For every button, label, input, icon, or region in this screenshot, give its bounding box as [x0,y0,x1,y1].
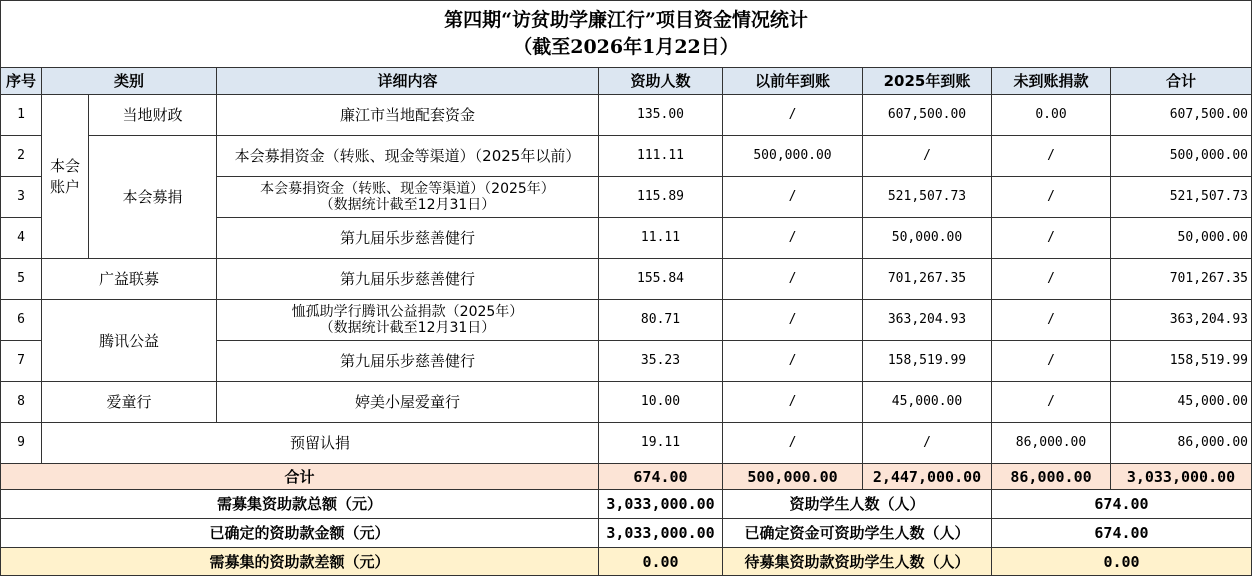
row-9-prev-years: / [723,423,862,463]
summary-gap-value: 0.00 [599,548,722,575]
totals-total: 3,033,000.00 [1111,464,1251,489]
summary-confirmed-students-label: 已确定资金可资助学生人数（人） [723,519,991,547]
row-7-people: 35.23 [599,341,722,381]
title-block [1,1,1251,67]
row-2-prev-years: 500,000.00 [723,136,862,176]
row-1-detail: 廉江市当地配套资金 [217,95,598,135]
row-8-pending: / [992,382,1110,422]
totals-pending: 86,000.00 [992,464,1110,489]
row-7-detail: 第九届乐步慈善健行 [217,341,598,381]
row-8-detail: 婷美小屋爱童行 [217,382,598,422]
row-9-people: 19.11 [599,423,722,463]
header-2025: 2025年到账 [863,68,991,94]
row-5-people: 155.84 [599,259,722,299]
row-6-total: 363,204.93 [1111,300,1251,340]
category-aitongxing: 爱童行 [42,382,216,422]
row-9-total: 86,000.00 [1111,423,1251,463]
totals-2025: 2,447,000.00 [863,464,991,489]
row-3-prev-years: / [723,177,862,217]
row-7-pending: / [992,341,1110,381]
summary-students-label: 资助学生人数（人） [723,490,991,518]
row-8-2025: 45,000.00 [863,382,991,422]
row-4-2025: 50,000.00 [863,218,991,258]
summary-confirmed-label: 已确定的资助款金额（元） [1,519,598,547]
row-3-pending: / [992,177,1110,217]
row-2-total: 500,000.00 [1111,136,1251,176]
row-9-pending: 86,000.00 [992,423,1110,463]
totals-prev-years: 500,000.00 [723,464,862,489]
row-6-pending: / [992,300,1110,340]
summary-students-value: 674.00 [992,490,1251,518]
category-tencent: 腾讯公益 [42,300,216,381]
summary-pending-students-value: 0.00 [992,548,1251,575]
row-3-2025: 521,507.73 [863,177,991,217]
row-9-seq: 9 [1,423,41,463]
row-6-people: 80.71 [599,300,722,340]
row-1-prev-years: / [723,95,862,135]
totals-label: 合计 [1,464,598,489]
header-total: 合计 [1111,68,1251,94]
row-4-seq: 4 [1,218,41,258]
row-2-2025: / [863,136,991,176]
summary-required-total-label: 需募集资助款总额（元） [1,490,598,518]
row-3-detail [217,177,598,217]
row-4-pending: / [992,218,1110,258]
category-own-account [42,95,88,258]
header-detail: 详细内容 [217,68,598,94]
row-5-seq: 5 [1,259,41,299]
row-5-prev-years: / [723,259,862,299]
header-pending: 未到账捐款 [992,68,1110,94]
row-3-people: 115.89 [599,177,722,217]
row-1-seq: 1 [1,95,41,135]
row-6-prev-years: / [723,300,862,340]
row-4-prev-years: / [723,218,862,258]
category-reserved: 预留认捐 [42,423,598,463]
row-5-total: 701,267.35 [1111,259,1251,299]
row-1-pending: 0.00 [992,95,1110,135]
row-2-seq: 2 [1,136,41,176]
category-own-account-line-2: 账户 [49,177,80,196]
row-1-total: 607,500.00 [1111,95,1251,135]
row-5-detail: 第九届乐步慈善健行 [217,259,598,299]
row-9-2025: / [863,423,991,463]
row-8-people: 10.00 [599,382,722,422]
summary-required-total-value: 3,033,000.00 [599,490,722,518]
category-own-fundraising: 本会募捐 [89,136,216,258]
summary-confirmed-value: 3,033,000.00 [599,519,722,547]
row-6-detail [217,300,598,340]
row-7-prev-years: / [723,341,862,381]
row-1-2025: 607,500.00 [863,95,991,135]
totals-people: 674.00 [599,464,722,489]
row-4-total: 50,000.00 [1111,218,1251,258]
row-3-detail-line-1: 本会募捐资金（转账、现金等渠道）（2025年） [260,180,555,197]
row-2-pending: / [992,136,1110,176]
header-prev-years: 以前年到账 [723,68,862,94]
row-2-detail: 本会募捐资金（转账、现金等渠道）（2025年以前） [217,136,598,176]
header-people: 资助人数 [599,68,722,94]
row-3-detail-line-2: （数据统计截至12月31日） [319,197,496,213]
row-5-pending: / [992,259,1110,299]
header-seq: 序号 [1,68,41,94]
row-8-seq: 8 [1,382,41,422]
row-1-people: 135.00 [599,95,722,135]
row-6-seq: 6 [1,300,41,340]
row-6-detail-line-1: 恤孤助学行腾讯公益捐款（2025年） [291,303,524,320]
page-title: 第四期“访贫助学廉江行”项目资金情况统计 [444,9,808,32]
summary-gap-label: 需募集的资助款差额（元） [1,548,598,575]
row-4-detail: 第九届乐步慈善健行 [217,218,598,258]
category-local-finance: 当地财政 [89,95,216,135]
row-5-2025: 701,267.35 [863,259,991,299]
row-2-people: 111.11 [599,136,722,176]
row-4-people: 11.11 [599,218,722,258]
row-7-seq: 7 [1,341,41,381]
row-7-total: 158,519.99 [1111,341,1251,381]
page-subtitle-date: （截至2026年1月22日） [513,36,739,58]
row-7-2025: 158,519.99 [863,341,991,381]
category-own-account-line-1: 本会 [49,157,80,176]
summary-confirmed-students-value: 674.00 [992,519,1251,547]
row-8-prev-years: / [723,382,862,422]
header-category: 类别 [42,68,216,94]
row-6-detail-line-2: （数据统计截至12月31日） [319,320,496,336]
row-3-seq: 3 [1,177,41,217]
row-6-2025: 363,204.93 [863,300,991,340]
category-guangyi: 广益联募 [42,259,216,299]
row-8-total: 45,000.00 [1111,382,1251,422]
row-3-total: 521,507.73 [1111,177,1251,217]
summary-pending-students-label: 待募集资助款资助学生人数（人） [723,548,991,575]
